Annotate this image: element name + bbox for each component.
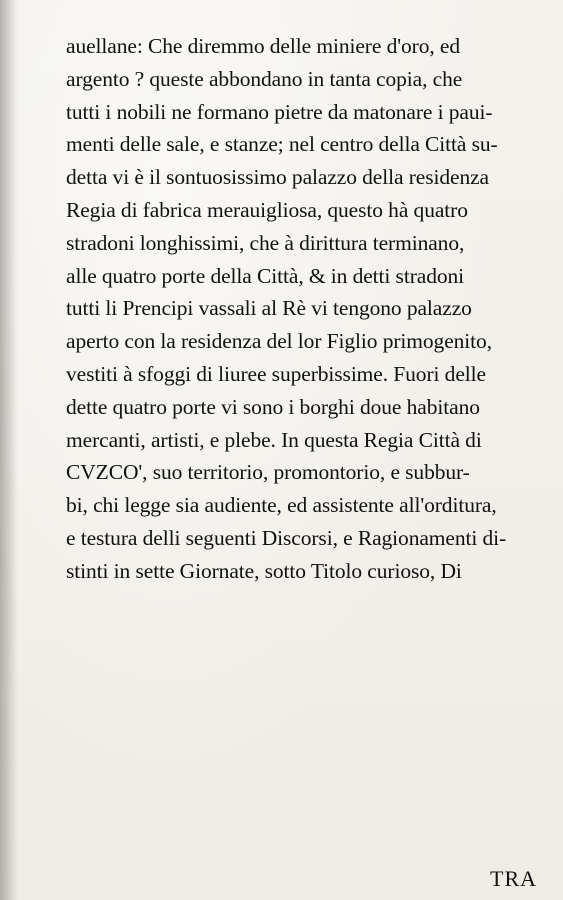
catchword: TRA [490,866,537,891]
text-line: mercanti, artisti, e plebe. In questa Regia Città di [66,427,482,452]
binding-shadow [0,0,18,900]
text-line: vestiti à sfoggi di liuree superbissime. Fuori delle [66,361,486,386]
text-line: Regia di fabrica merauigliosa, questo hà quatro [66,197,468,222]
text-line: detta vi è il sontuosissimo palazzo della residenza [66,165,489,190]
text-line: dette quatro porte vi sono i borghi doue habitano [66,394,480,419]
text-line: bi, chi legge sia audiente, ed assistente all'orditura, [66,493,497,518]
text-line: argento ? queste abbondano in tanta copia, che [66,66,463,91]
body-text [66,30,552,588]
text-line: menti delle sale, e stanze; nel centro della Città su- [66,132,498,157]
text-line: stradoni longhissimi, che à dirittura terminano, [66,230,465,255]
text-line: aperto con la residenza del lor Figlio primogenito, [66,329,492,354]
text-line: e testura delli seguenti Discorsi, e Ragionamenti di- [66,525,507,550]
text-line: stinti in sette Giornate, sotto Titolo curioso, Di [66,558,462,583]
text-line: tutti i nobili ne formano pietre da matonare i paui- [66,99,493,124]
text-line: CVZCO', suo territorio, promontorio, e subbur- [66,460,470,485]
text-line: tutti li Prencipi vassali al Rè vi tengono palazzo [66,296,472,321]
text-line: auellane: Che diremmo delle miniere d'oro, ed [66,34,460,58]
text-line: alle quatro porte della Città, & in detti stradoni [66,263,465,288]
